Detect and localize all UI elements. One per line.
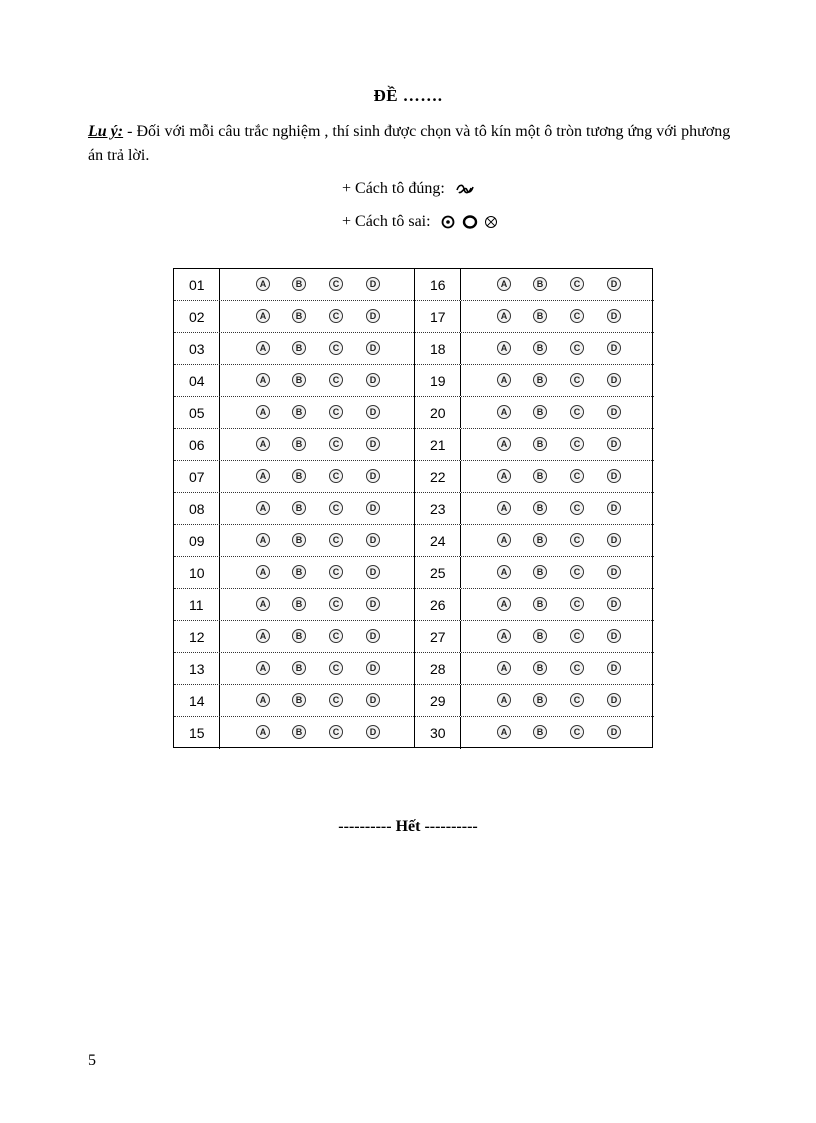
answer-bubble-d[interactable]: D xyxy=(607,373,621,387)
answer-row xyxy=(174,333,414,365)
answer-bubble-c[interactable]: C xyxy=(329,469,343,483)
answer-bubble-a[interactable]: A xyxy=(256,437,270,451)
answer-bubble-d[interactable]: D xyxy=(366,597,380,611)
wrong-fill-rule xyxy=(342,213,498,231)
answer-bubble-d[interactable]: D xyxy=(607,693,621,707)
answer-bubble-b[interactable]: B xyxy=(533,629,547,643)
answer-bubble-d[interactable]: D xyxy=(366,693,380,707)
answer-options xyxy=(220,461,414,492)
answer-bubble-a[interactable]: A xyxy=(256,341,270,355)
question-number: 17 xyxy=(415,301,461,332)
answer-options xyxy=(220,365,414,396)
answer-bubble-d[interactable]: D xyxy=(366,309,380,323)
answer-bubble-a[interactable]: A xyxy=(497,405,511,419)
answer-bubble-a[interactable]: A xyxy=(497,373,511,387)
question-number: 08 xyxy=(174,493,220,524)
answer-options xyxy=(461,461,655,492)
answer-bubble-c[interactable]: C xyxy=(329,373,343,387)
answer-bubble-a[interactable]: A xyxy=(497,309,511,323)
answer-bubble-b[interactable]: B xyxy=(292,437,306,451)
answer-bubble-a[interactable]: A xyxy=(256,469,270,483)
answer-options xyxy=(461,557,655,588)
answer-bubble-a[interactable]: A xyxy=(497,725,511,739)
answer-bubble-b[interactable]: B xyxy=(292,341,306,355)
answer-bubble-a[interactable]: A xyxy=(497,533,511,547)
wrong-fill-label: + Cách tô sai: xyxy=(342,213,435,230)
answer-bubble-c[interactable]: C xyxy=(570,277,584,291)
answer-bubble-b[interactable]: B xyxy=(292,629,306,643)
question-number: 13 xyxy=(174,653,220,684)
answer-bubble-c[interactable]: C xyxy=(570,341,584,355)
answer-row xyxy=(174,365,414,397)
answer-options xyxy=(220,557,414,588)
answer-bubble-d[interactable]: D xyxy=(607,277,621,291)
answer-options xyxy=(461,365,655,396)
question-number: 14 xyxy=(174,685,220,716)
answer-bubble-b[interactable]: B xyxy=(533,373,547,387)
answer-options xyxy=(461,589,655,620)
answer-options xyxy=(220,589,414,620)
answer-bubble-c[interactable]: C xyxy=(570,469,584,483)
correct-fill-label: + Cách tô đúng: xyxy=(342,180,449,197)
question-number: 30 xyxy=(415,717,461,749)
answer-bubble-c[interactable]: C xyxy=(570,437,584,451)
answer-bubble-b[interactable]: B xyxy=(292,405,306,419)
answer-bubble-a[interactable]: A xyxy=(497,341,511,355)
question-number: 20 xyxy=(415,397,461,428)
answer-bubble-b[interactable]: B xyxy=(533,277,547,291)
answer-bubble-c[interactable]: C xyxy=(329,565,343,579)
answer-bubble-d[interactable]: D xyxy=(366,277,380,291)
answer-bubble-a[interactable]: A xyxy=(497,437,511,451)
question-number: 18 xyxy=(415,333,461,364)
answer-options xyxy=(220,429,414,460)
answer-options xyxy=(220,397,414,428)
question-number: 12 xyxy=(174,621,220,652)
answer-bubble-c[interactable]: C xyxy=(570,565,584,579)
answer-bubble-d[interactable]: D xyxy=(366,341,380,355)
answer-bubble-c[interactable]: C xyxy=(570,309,584,323)
answer-bubble-c[interactable]: C xyxy=(329,661,343,675)
answer-options xyxy=(461,525,655,556)
question-number: 06 xyxy=(174,429,220,460)
question-number: 24 xyxy=(415,525,461,556)
answer-bubble-b[interactable]: B xyxy=(533,405,547,419)
instruction-note xyxy=(88,120,748,168)
answer-bubble-b[interactable]: B xyxy=(292,597,306,611)
answer-bubble-b[interactable]: B xyxy=(292,501,306,515)
answer-bubble-c[interactable]: C xyxy=(329,309,343,323)
answer-bubble-a[interactable]: A xyxy=(497,693,511,707)
question-number: 27 xyxy=(415,621,461,652)
answer-bubble-c[interactable]: C xyxy=(329,501,343,515)
answer-bubble-c[interactable]: C xyxy=(329,533,343,547)
answer-options xyxy=(220,493,414,524)
question-number: 03 xyxy=(174,333,220,364)
answer-options xyxy=(461,685,655,716)
answer-bubble-b[interactable]: B xyxy=(533,469,547,483)
answer-options xyxy=(461,717,655,749)
answer-row xyxy=(174,557,414,589)
answer-bubble-a[interactable]: A xyxy=(497,501,511,515)
answer-bubble-c[interactable]: C xyxy=(570,725,584,739)
answer-bubble-a[interactable]: A xyxy=(256,533,270,547)
answer-bubble-a[interactable]: A xyxy=(497,661,511,675)
question-number: 05 xyxy=(174,397,220,428)
answer-row xyxy=(174,685,414,717)
answer-options xyxy=(220,269,414,300)
answer-bubble-b[interactable]: B xyxy=(292,661,306,675)
answer-bubble-b[interactable]: B xyxy=(533,533,547,547)
answer-row xyxy=(174,429,414,461)
answer-bubble-a[interactable]: A xyxy=(497,469,511,483)
answer-bubble-c[interactable]: C xyxy=(329,693,343,707)
answer-options xyxy=(461,621,655,652)
question-number: 15 xyxy=(174,717,220,749)
answer-bubble-c[interactable]: C xyxy=(329,629,343,643)
answer-bubble-c[interactable]: C xyxy=(329,277,343,291)
answer-options xyxy=(220,685,414,716)
answer-options xyxy=(220,717,414,749)
answer-row xyxy=(415,685,654,717)
answer-bubble-d[interactable]: D xyxy=(607,341,621,355)
answer-row xyxy=(415,269,654,301)
page-number: 5 xyxy=(88,1052,96,1069)
answer-row xyxy=(415,333,654,365)
answer-row xyxy=(415,525,654,557)
answer-options xyxy=(461,397,655,428)
question-number: 10 xyxy=(174,557,220,588)
exam-title: ĐỀ ……. xyxy=(373,86,443,105)
answer-options xyxy=(220,333,414,364)
answer-row xyxy=(415,461,654,493)
answer-bubble-d[interactable]: D xyxy=(366,437,380,451)
answer-bubble-b[interactable]: B xyxy=(292,725,306,739)
answer-row xyxy=(174,301,414,333)
answer-bubble-d[interactable]: D xyxy=(607,629,621,643)
answer-options xyxy=(220,653,414,684)
answer-bubble-d[interactable]: D xyxy=(607,501,621,515)
answer-bubble-c[interactable]: C xyxy=(329,597,343,611)
answer-bubble-b[interactable]: B xyxy=(292,277,306,291)
answer-bubble-a[interactable]: A xyxy=(497,597,511,611)
answer-row xyxy=(415,397,654,429)
answer-bubble-b[interactable]: B xyxy=(533,501,547,515)
answer-bubble-b[interactable]: B xyxy=(292,373,306,387)
answer-bubble-c[interactable]: C xyxy=(329,405,343,419)
answer-options xyxy=(220,301,414,332)
answer-sheet xyxy=(173,268,653,748)
dot-circle-icon xyxy=(441,215,455,229)
answer-bubble-c[interactable]: C xyxy=(570,533,584,547)
question-number: 26 xyxy=(415,589,461,620)
answer-bubble-c[interactable]: C xyxy=(329,725,343,739)
answer-bubble-b[interactable]: B xyxy=(533,565,547,579)
answer-row xyxy=(174,461,414,493)
question-number: 09 xyxy=(174,525,220,556)
answer-bubble-b[interactable]: B xyxy=(533,341,547,355)
answer-bubble-a[interactable]: A xyxy=(256,597,270,611)
answer-bubble-a[interactable]: A xyxy=(497,565,511,579)
answer-bubble-c[interactable]: C xyxy=(329,437,343,451)
question-number: 29 xyxy=(415,685,461,716)
answer-bubble-a[interactable]: A xyxy=(256,629,270,643)
answer-bubble-d[interactable]: D xyxy=(607,725,621,739)
note-label: Lu ý: xyxy=(88,123,124,140)
answer-bubble-a[interactable]: A xyxy=(256,405,270,419)
answer-bubble-c[interactable]: C xyxy=(570,597,584,611)
answer-row xyxy=(174,525,414,557)
answer-options xyxy=(220,525,414,556)
answer-options xyxy=(461,333,655,364)
answer-bubble-a[interactable]: A xyxy=(497,629,511,643)
question-number: 28 xyxy=(415,653,461,684)
answer-bubble-c[interactable]: C xyxy=(570,693,584,707)
answer-options xyxy=(461,493,655,524)
answer-options xyxy=(461,269,655,300)
question-number: 07 xyxy=(174,461,220,492)
question-number: 16 xyxy=(415,269,461,300)
answer-row xyxy=(415,365,654,397)
answer-bubble-a[interactable]: A xyxy=(256,309,270,323)
answer-row xyxy=(415,653,654,685)
note-text: - Đối với mỗi câu trắc nghiệm , thí sinh được chọn và tô kín một ô tròn tương ứng với phương án trả lời. xyxy=(88,123,731,164)
answer-row xyxy=(415,717,654,749)
answer-bubble-c[interactable]: C xyxy=(329,341,343,355)
answer-row xyxy=(415,557,654,589)
question-number: 22 xyxy=(415,461,461,492)
question-number: 23 xyxy=(415,493,461,524)
answer-row xyxy=(174,493,414,525)
answer-bubble-b[interactable]: B xyxy=(292,693,306,707)
answer-bubble-c[interactable]: C xyxy=(570,405,584,419)
answer-row xyxy=(174,621,414,653)
answer-bubble-d[interactable]: D xyxy=(366,469,380,483)
question-number: 25 xyxy=(415,557,461,588)
answer-bubble-b[interactable]: B xyxy=(292,469,306,483)
answer-bubble-a[interactable]: A xyxy=(256,373,270,387)
answer-row xyxy=(174,653,414,685)
answer-row xyxy=(415,621,654,653)
answer-bubble-b[interactable]: B xyxy=(533,693,547,707)
answer-row xyxy=(415,589,654,621)
filled-bubble-icon xyxy=(455,182,475,196)
answer-bubble-d[interactable]: D xyxy=(607,661,621,675)
answer-bubble-d[interactable]: D xyxy=(366,373,380,387)
answer-bubble-d[interactable]: D xyxy=(366,629,380,643)
answer-bubble-b[interactable]: B xyxy=(292,565,306,579)
question-number: 04 xyxy=(174,365,220,396)
answer-bubble-b[interactable]: B xyxy=(533,725,547,739)
answer-options xyxy=(220,621,414,652)
answer-bubble-d[interactable]: D xyxy=(607,597,621,611)
answer-column-right xyxy=(414,269,654,747)
question-number: 01 xyxy=(174,269,220,300)
question-number: 02 xyxy=(174,301,220,332)
answer-bubble-a[interactable]: A xyxy=(256,725,270,739)
answer-row xyxy=(415,429,654,461)
answer-bubble-a[interactable]: A xyxy=(256,565,270,579)
question-number: 21 xyxy=(415,429,461,460)
answer-bubble-b[interactable]: B xyxy=(533,597,547,611)
answer-bubble-a[interactable]: A xyxy=(256,661,270,675)
answer-bubble-d[interactable]: D xyxy=(607,533,621,547)
ring-circle-icon xyxy=(462,215,478,229)
answer-bubble-b[interactable]: B xyxy=(533,437,547,451)
answer-bubble-a[interactable]: A xyxy=(256,693,270,707)
correct-fill-rule xyxy=(342,180,475,198)
answer-row xyxy=(415,301,654,333)
end-marker: ---------- Hết ---------- xyxy=(338,818,478,835)
answer-row xyxy=(174,269,414,301)
answer-options xyxy=(461,653,655,684)
answer-row xyxy=(174,397,414,429)
answer-bubble-c[interactable]: C xyxy=(570,501,584,515)
answer-bubble-a[interactable]: A xyxy=(256,277,270,291)
answer-bubble-c[interactable]: C xyxy=(570,629,584,643)
answer-bubble-b[interactable]: B xyxy=(292,533,306,547)
answer-bubble-d[interactable]: D xyxy=(366,405,380,419)
answer-bubble-d[interactable]: D xyxy=(366,725,380,739)
answer-bubble-b[interactable]: B xyxy=(292,309,306,323)
answer-bubble-c[interactable]: C xyxy=(570,373,584,387)
answer-row xyxy=(174,589,414,621)
answer-bubble-d[interactable]: D xyxy=(366,661,380,675)
question-number: 19 xyxy=(415,365,461,396)
answer-bubble-d[interactable]: D xyxy=(366,501,380,515)
question-number: 11 xyxy=(174,589,220,620)
answer-options xyxy=(461,429,655,460)
answer-bubble-d[interactable]: D xyxy=(607,469,621,483)
answer-bubble-a[interactable]: A xyxy=(256,501,270,515)
answer-bubble-d[interactable]: D xyxy=(366,565,380,579)
answer-bubble-d[interactable]: D xyxy=(366,533,380,547)
cross-circle-icon xyxy=(484,215,498,229)
answer-bubble-d[interactable]: D xyxy=(607,405,621,419)
answer-bubble-c[interactable]: C xyxy=(570,661,584,675)
answer-column-left xyxy=(174,269,414,747)
answer-options xyxy=(461,301,655,332)
answer-bubble-d[interactable]: D xyxy=(607,565,621,579)
answer-bubble-b[interactable]: B xyxy=(533,309,547,323)
answer-row xyxy=(174,717,414,749)
answer-bubble-a[interactable]: A xyxy=(497,277,511,291)
answer-bubble-d[interactable]: D xyxy=(607,309,621,323)
answer-bubble-d[interactable]: D xyxy=(607,437,621,451)
answer-row xyxy=(415,493,654,525)
answer-bubble-b[interactable]: B xyxy=(533,661,547,675)
